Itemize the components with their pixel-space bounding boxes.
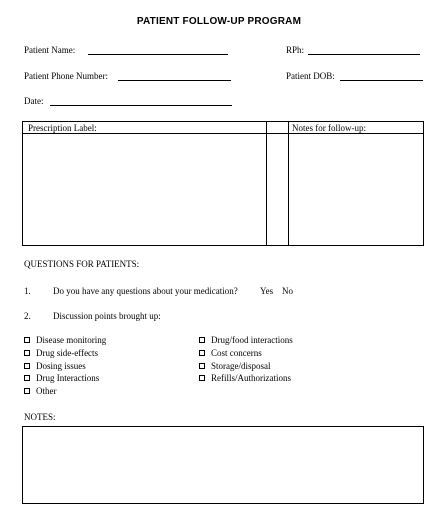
patient-dob-label: Patient DOB: xyxy=(286,71,335,81)
question-2-text: Discussion points brought up: xyxy=(53,311,161,321)
prescription-box-divider-1 xyxy=(266,121,267,246)
checkbox-icon[interactable] xyxy=(24,375,30,381)
checklist-item-dosing-issues[interactable]: Dosing issues xyxy=(24,361,86,371)
prescription-box-divider-2 xyxy=(288,121,289,246)
notes-followup-area[interactable] xyxy=(290,134,422,244)
checkbox-icon[interactable] xyxy=(24,388,30,394)
date-field[interactable] xyxy=(50,105,232,106)
rph-label: RPh: xyxy=(286,45,305,55)
questions-heading: QUESTIONS FOR PATIENTS: xyxy=(24,259,140,269)
question-1-yes[interactable]: Yes xyxy=(260,286,274,296)
notes-area[interactable] xyxy=(22,426,424,504)
notes-heading: NOTES: xyxy=(24,412,56,422)
checklist-item-drug-food-interactions[interactable]: Drug/food interactions xyxy=(199,335,293,345)
checkbox-icon[interactable] xyxy=(24,337,30,343)
patient-phone-label: Patient Phone Number: xyxy=(24,71,108,81)
patient-phone-field[interactable] xyxy=(118,80,231,81)
patient-name-field[interactable] xyxy=(88,54,228,55)
checkbox-icon[interactable] xyxy=(199,363,205,369)
checklist-item-cost-concerns[interactable]: Cost concerns xyxy=(199,348,262,358)
question-1-text: Do you have any questions about your medication? xyxy=(53,286,238,296)
checkbox-icon[interactable] xyxy=(24,363,30,369)
checkbox-icon[interactable] xyxy=(199,337,205,343)
checklist-item-refills-authorizations[interactable]: Refills/Authorizations xyxy=(199,373,291,383)
checkbox-icon[interactable] xyxy=(199,350,205,356)
date-label: Date: xyxy=(24,96,44,106)
page-title: PATIENT FOLLOW-UP PROGRAM xyxy=(136,16,302,27)
prescription-label-area[interactable] xyxy=(24,134,265,244)
checkbox-icon[interactable] xyxy=(199,375,205,381)
rph-field[interactable] xyxy=(308,54,420,55)
question-1-no[interactable]: No xyxy=(282,286,293,296)
checklist-item-disease-monitoring[interactable]: Disease monitoring xyxy=(24,335,106,345)
checklist-item-drug-side-effects[interactable]: Drug side-effects xyxy=(24,348,98,358)
question-2-number: 2. xyxy=(24,311,31,321)
prescription-label-heading: Prescription Label: xyxy=(28,123,97,133)
patient-name-label: Patient Name: xyxy=(24,45,76,55)
patient-dob-field[interactable] xyxy=(340,80,423,81)
question-1-number: 1. xyxy=(24,286,31,296)
checklist-item-drug-interactions[interactable]: Drug Interactions xyxy=(24,373,99,383)
notes-followup-heading: Notes for follow-up: xyxy=(292,123,366,133)
checkbox-icon[interactable] xyxy=(24,350,30,356)
checklist-item-storage-disposal[interactable]: Storage/disposal xyxy=(199,361,271,371)
checklist-item-other[interactable]: Other xyxy=(24,386,57,396)
